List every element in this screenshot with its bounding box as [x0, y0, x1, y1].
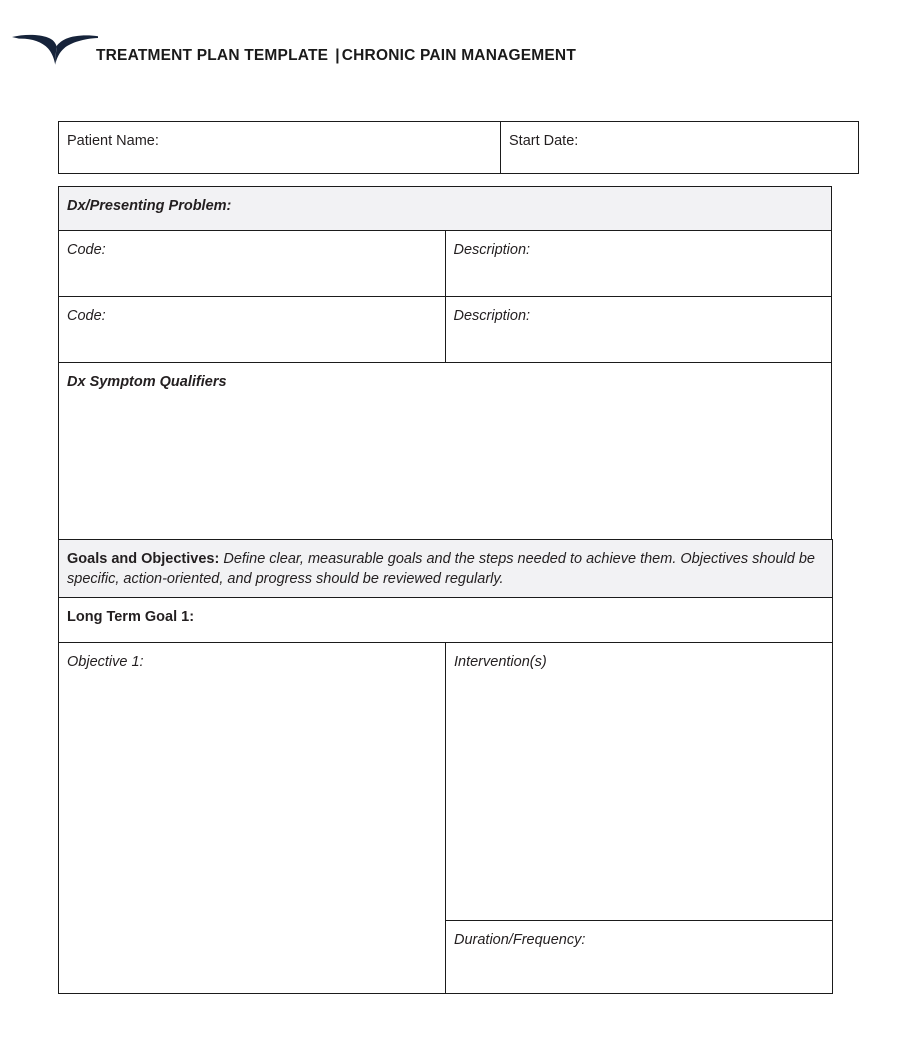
page-title: [96, 46, 576, 66]
goals-header-italic-text: Define clear, measurable goals and the steps needed to achieve them. Objectives should be specific, action-oriented, and progress should be reviewed regularly.: [67, 551, 815, 587]
table-row: [59, 231, 832, 297]
objective-cell[interactable]: [59, 643, 446, 994]
dx-code-label-2: Code:: [67, 308, 106, 324]
patient-info-table: [58, 121, 859, 174]
patient-name-cell[interactable]: [59, 122, 501, 174]
table-row: [59, 363, 832, 541]
bird-wing-logo: [12, 33, 98, 73]
dx-symptom-qualifiers-label: Dx Symptom Qualifiers: [67, 374, 227, 390]
objective-label: Objective 1:: [67, 654, 144, 670]
duration-frequency-cell[interactable]: [446, 921, 833, 994]
dx-symptom-qualifiers-cell[interactable]: [59, 363, 832, 541]
dx-code-cell-2[interactable]: [59, 297, 446, 363]
dx-presenting-problem-table: [58, 186, 832, 541]
intervention-label: Intervention(s): [454, 654, 547, 670]
document-header: [0, 0, 904, 100]
long-term-goal-cell[interactable]: [59, 598, 833, 643]
page-title-sub: CHRONIC PAIN MANAGEMENT: [341, 47, 576, 64]
long-term-goal-label: Long Term Goal 1:: [67, 609, 195, 625]
table-row: [59, 187, 832, 231]
goals-header-bold-label: Goals and Objectives:: [67, 551, 220, 567]
dx-header-cell: [59, 187, 832, 231]
start-date-cell[interactable]: [501, 122, 859, 174]
table-row: [59, 122, 859, 174]
goals-header-cell: [59, 540, 833, 598]
page-title-separator: |: [335, 47, 340, 64]
dx-description-label-1: Description:: [453, 242, 531, 258]
table-row: [59, 297, 832, 363]
table-row: [59, 540, 833, 598]
dx-code-label-1: Code:: [67, 242, 106, 258]
dx-description-label-2: Description:: [453, 308, 531, 324]
table-row: [59, 598, 833, 643]
dx-code-cell-1[interactable]: [59, 231, 446, 297]
patient-name-label: Patient Name:: [67, 133, 159, 149]
start-date-label: Start Date:: [509, 133, 579, 149]
dx-description-cell-2[interactable]: [445, 297, 832, 363]
duration-frequency-label: Duration/Frequency:: [454, 932, 586, 948]
page-title-main: TREATMENT PLAN TEMPLATE: [96, 47, 329, 64]
table-row: [59, 643, 833, 921]
dx-description-cell-1[interactable]: [445, 231, 832, 297]
dx-header-label: Dx/Presenting Problem:: [67, 198, 232, 214]
goals-and-objectives-table: [58, 539, 833, 994]
intervention-cell[interactable]: [446, 643, 833, 921]
